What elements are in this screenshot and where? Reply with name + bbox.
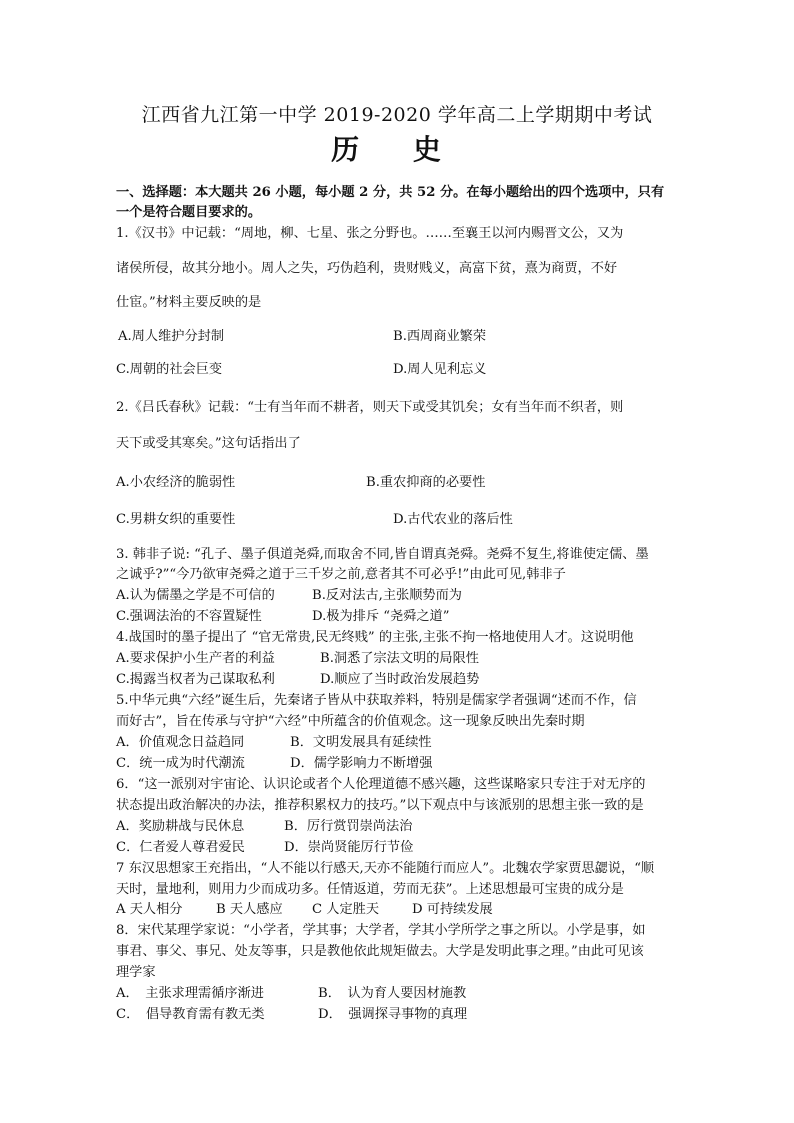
question-4-option-b: B.洞悉了宗法文明的局限性 bbox=[320, 651, 479, 666]
question-7-option-d: D 可持续发展 bbox=[412, 902, 493, 917]
question-5-option-b: B．文明发展具有延续性 bbox=[290, 735, 432, 750]
question-1-line-2: 诸侯所侵，故其分地小。周人之失，巧伪趋利，贵财贱义，高富下贫，熹为商贾，不好 bbox=[116, 261, 618, 276]
question-2-option-b: B.重农抑商的必要性 bbox=[366, 475, 486, 490]
question-6-option-a: A．奖励耕战与民休息 bbox=[116, 819, 245, 834]
subject-title: 历 史 bbox=[331, 133, 463, 166]
question-2-line-2: 天下或受其寒矣。”这句话指出了 bbox=[116, 436, 301, 451]
question-1-option-b: B.西周商业繁荣 bbox=[393, 329, 487, 344]
question-5-option-a: A．价值观念日益趋同 bbox=[116, 735, 245, 750]
question-7-option-a: A 天人相分 bbox=[116, 902, 183, 917]
question-3-option-c: C.强调法治的不容置疑性 bbox=[116, 609, 262, 624]
exam-title: 江西省九江第一中学 2019-2020 学年高二上学期期中考试 bbox=[141, 104, 653, 126]
question-3-option-a: A.认为儒墨之学是不可信的 bbox=[116, 588, 275, 603]
question-6-option-b: B．厉行赏罚崇尚法治 bbox=[284, 819, 413, 834]
question-6-line-2: 状态提出政治解决的办法，推荐积累权力的技巧。”以下观点中与该派别的思想主张一致的是 bbox=[116, 798, 644, 813]
question-1-option-d: D.周人见利忘义 bbox=[393, 362, 487, 377]
question-4-option-d: D.顺应了当时政治发展趋势 bbox=[320, 672, 480, 687]
question-8-line-3: 理学家 bbox=[116, 965, 156, 980]
question-4-option-c: C.揭露当权者为己谋取私利 bbox=[116, 672, 275, 687]
question-3-line-1: 3. 韩非子说: “孔子、墨子俱道尧舜,而取舍不同,皆自谓真尧舜。尧舜不复生,将谁使定儒、墨 bbox=[116, 547, 649, 562]
question-8-line-2: 事君、事父、事兄、处友等事，只是教他依此规矩做去。大学是发明此事之理。”由此可见该 bbox=[116, 944, 644, 959]
question-3-option-b: B.反对法古,主张顺势而为 bbox=[312, 588, 462, 603]
question-8-option-b: B． 认为育人要因材施教 bbox=[318, 986, 467, 1001]
question-6-option-c: C．仁者爱人尊君爱民 bbox=[116, 840, 245, 855]
question-1-line-3: 仕宦。”材料主要反映的是 bbox=[116, 295, 262, 310]
question-5-option-d: D．儒学影响力不断增强 bbox=[290, 756, 433, 771]
question-5-line-1: 5.中华元典“六经”诞生后，先秦诸子皆从中获取养料，特别是儒家学者强调“述而不作，信 bbox=[116, 693, 637, 708]
question-8-option-a: A． 主张求理需循序渐进 bbox=[116, 986, 264, 1001]
question-4-line-1: 4.战国时的墨子提出了 “官无常贵,民无终贱” 的主张,主张不拘一格地使用人才。这说明他 bbox=[116, 630, 634, 645]
question-4-option-a: A.要求保护小生产者的利益 bbox=[116, 651, 275, 666]
question-3-line-2: 之诚乎?”“今乃欲审尧舜之道于三千岁之前,意者其不可必乎!”由此可见,韩非子 bbox=[116, 567, 566, 582]
question-7-option-b: B 天人感应 bbox=[216, 902, 283, 917]
question-7-line-2: 天时，量地利，则用力少而成功多。任情返道，劳而无获”。上述思想最可宝贵的成分是 bbox=[116, 882, 624, 897]
question-2-option-a: A.小农经济的脆弱性 bbox=[116, 475, 236, 490]
question-1-option-a: A.周人维护分封制 bbox=[118, 329, 225, 344]
question-5-line-2: 而好古”，旨在传承与守护“六经”中所蕴含的价值观念。这一现象反映出先秦时期 bbox=[116, 714, 585, 729]
question-8-option-d: D． 强调探寻事物的真理 bbox=[318, 1007, 468, 1022]
question-7-line-1: 7 东汉思想家王充指出，“人不能以行感天,天亦不能随行而应人”。北魏农学家贾思勰说，“顺 bbox=[116, 861, 655, 876]
question-8-line-1: 8．宋代某理学家说：“小学者，学其事；大学者，学其小学所学之事之所以。小学是事，如 bbox=[116, 923, 646, 938]
question-1-option-c: C.周朝的社会巨变 bbox=[116, 362, 223, 377]
question-8-option-c: C． 倡导教育需有教无类 bbox=[116, 1007, 265, 1022]
question-2-option-d: D.古代农业的落后性 bbox=[393, 512, 513, 527]
question-1-line-1: 1.《汉书》中记载：“周地，柳、七星、张之分野也。……至襄王以河内赐晋文公，又为 bbox=[116, 226, 624, 241]
question-2-line-1: 2.《吕氏春秋》记载：“士有当年而不耕者，则天下或受其饥矣；女有当年而不织者，则 bbox=[116, 400, 624, 415]
question-7-option-c: C 人定胜天 bbox=[312, 902, 380, 917]
question-6-line-1: 6．“这一派别对宇宙论、认识论或者个人伦理道德不感兴趣，这些谋略家只专注于对无序的 bbox=[116, 777, 646, 792]
question-5-option-c: C．统一成为时代潮流 bbox=[116, 756, 245, 771]
question-3-option-d: D.极为排斥 “尧舜之道” bbox=[312, 609, 450, 624]
section-instruction-2: 一个是符合题目要求的。 bbox=[116, 205, 262, 220]
section-instruction-1: 一、选择题：本大题共 26 小题，每小题 2 分，共 52 分。在每小题给出的四个选项中，只有 bbox=[116, 185, 665, 200]
question-6-option-d: D．崇尚贤能厉行节俭 bbox=[284, 840, 414, 855]
question-2-option-c: C.男耕女织的重要性 bbox=[116, 512, 236, 527]
